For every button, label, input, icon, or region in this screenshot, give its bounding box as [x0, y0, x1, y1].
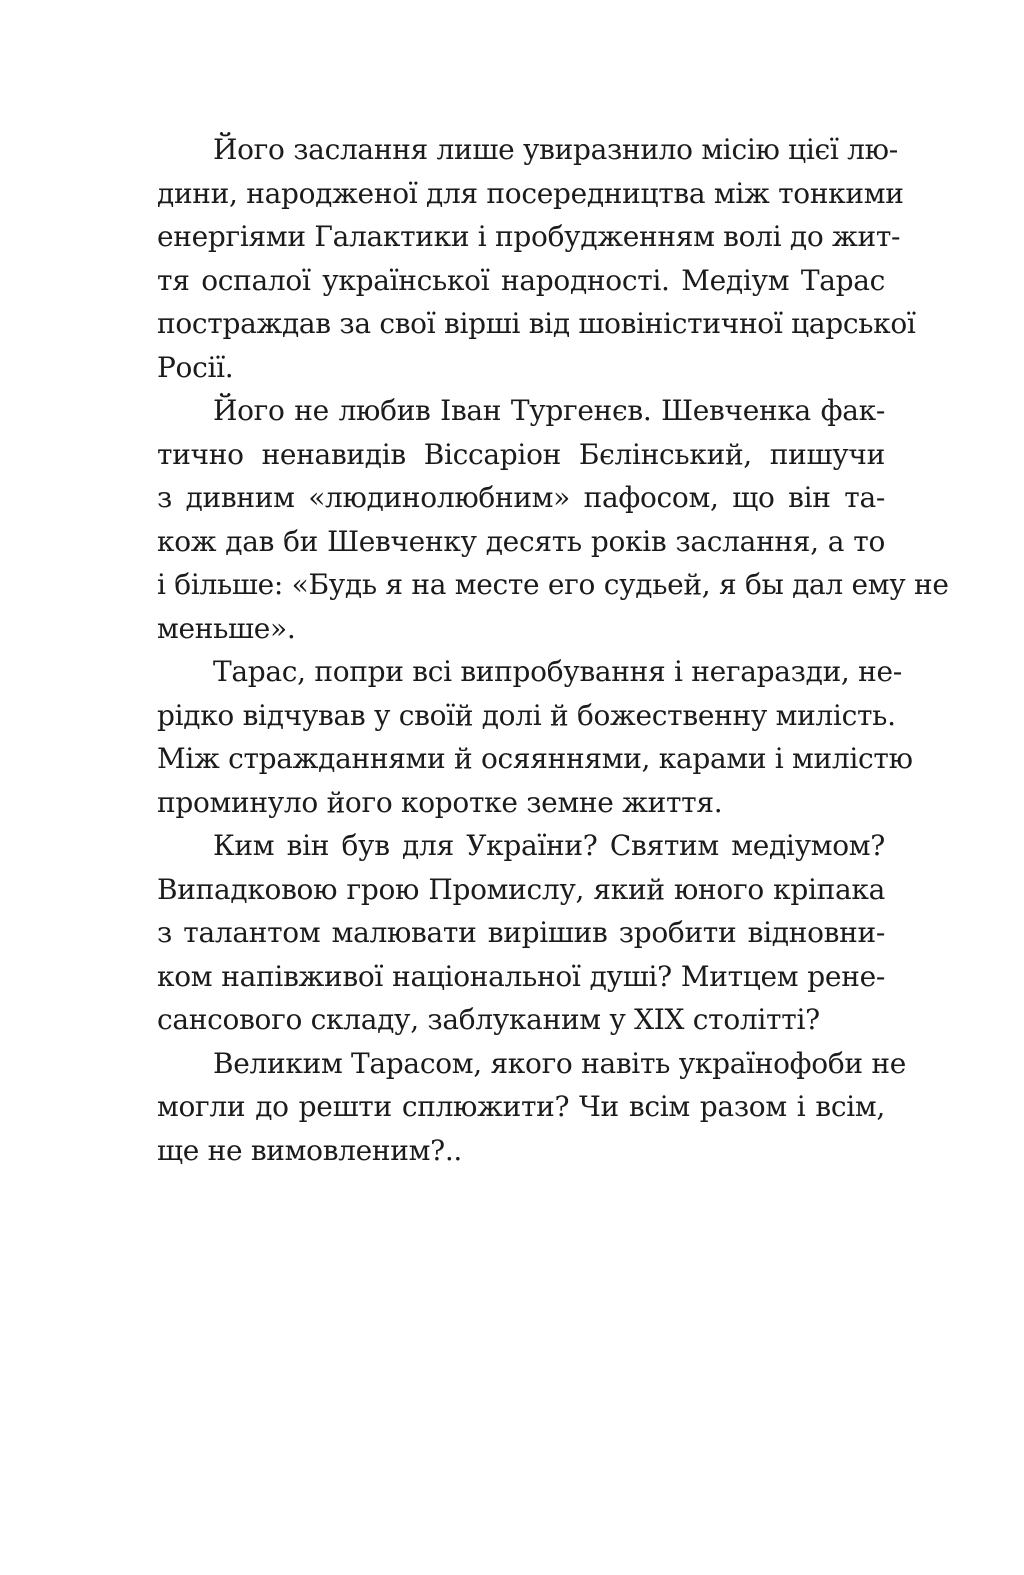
text-line: енергіями Галактики і пробудженням волі до жит-	[157, 220, 901, 253]
text-line: дини, народженої для посередництва між тонкими	[157, 176, 904, 210]
text-line: проминуло його коротке земне життя.	[157, 785, 723, 819]
text-line: з талантом малювати вирішив зробити відновни-	[157, 916, 885, 949]
text-line: Росії.	[157, 350, 234, 384]
text-line: Великим Тарасом, якого навіть українофоби не	[213, 1046, 906, 1080]
text-line: тично ненавидів Віссаріон Бєлінський, пишучи	[157, 437, 885, 471]
text-line: сансового складу, заблуканим у XIX столітті?	[157, 1003, 820, 1036]
book-page	[157, 128, 949, 1172]
paragraph-5	[157, 1042, 906, 1173]
text-line: меньше».	[157, 611, 296, 645]
paragraph-2	[157, 389, 949, 650]
text-line: Між стражданнями й осяяннями, карами і милістю	[157, 742, 913, 775]
paragraph-4	[157, 824, 885, 1042]
text-line: тя оспалої української народності. Медіум Тарас	[157, 263, 885, 297]
text-line: Його не любив Іван Тургенєв. Шевченка фак-	[213, 394, 885, 427]
text-line: ком напівживої національної душі? Митцем ренe-	[157, 959, 885, 993]
text-line: рідко відчував у своїй долі й божественну милість.	[157, 698, 896, 732]
text-line: могли до решти сплюжити? Чи всім разом і всім,	[157, 1090, 885, 1123]
text-line: ще не вимовленим?..	[157, 1133, 463, 1167]
text-line: кож дав би Шевченку десять років заслання, а то	[157, 524, 885, 558]
text-line: Тарас, попри всі випробування і негаразди, не-	[213, 655, 902, 688]
text-line: і більше: «Будь я на месте его судьей, я бы дал ему не	[157, 568, 949, 601]
text-line: Випадковою грою Промислу, який юного кріпака	[157, 872, 885, 906]
text-line: з дивним «людинолюбним» пафосом, що він та-	[157, 481, 885, 514]
text-line: Ким він був для України? Святим медіумом?	[213, 829, 885, 862]
text-line: постраждав за свої вірші від шовіністичної царської	[157, 307, 916, 340]
paragraph-1	[157, 128, 916, 389]
paragraph-3	[157, 650, 913, 824]
text-line: Його заслання лише увиразнило місію цієї лю-	[213, 133, 898, 166]
